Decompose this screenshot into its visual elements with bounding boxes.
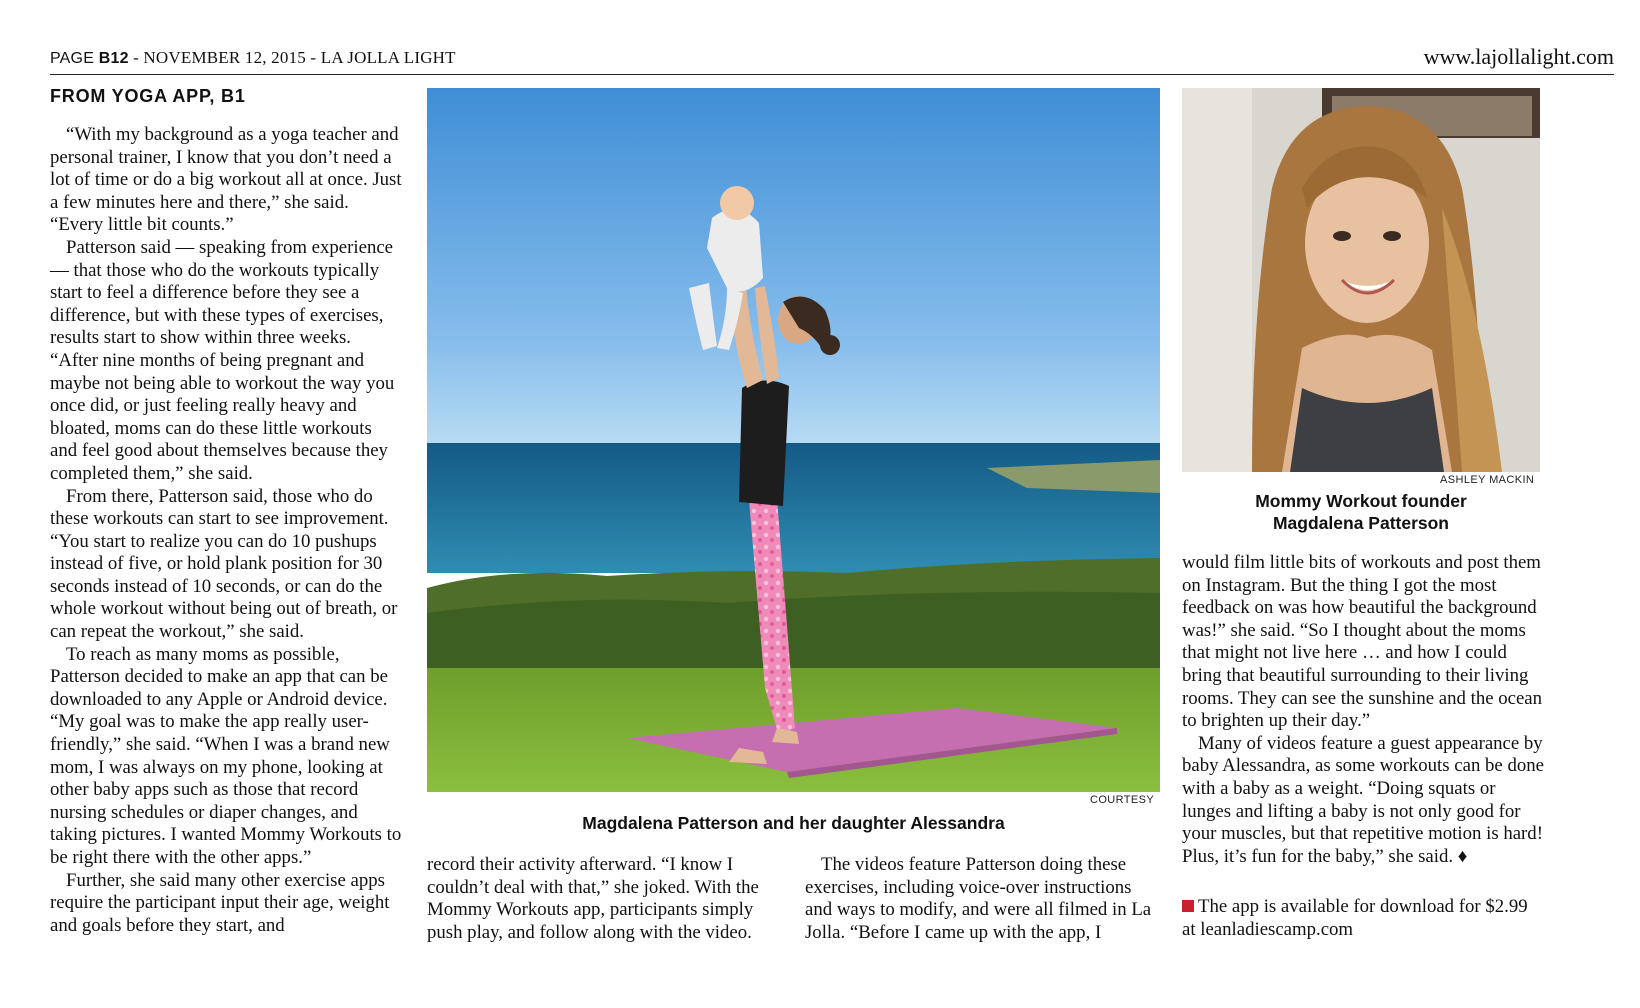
paragraph (1182, 733, 1544, 869)
article-column-3 (805, 854, 1160, 944)
paragraph: From there, Patterson said, those who do these workouts can start to see improvement. “You start to realize you can do 10 pushups instead of five, or hold plank position for 30 seconds instead of 10 seconds, or can do the whole workout without being out of breath, or can repeat the workout,” she said. (50, 485, 398, 643)
portrait-photo (1182, 88, 1540, 472)
portrait-credit: ASHLEY MACKIN (1440, 474, 1535, 486)
yoga-mother-baby-image (427, 88, 1160, 792)
page-header (50, 44, 1614, 75)
info-box-text: The app is available for download for $2.99 at leanladiescamp.com (1182, 896, 1528, 940)
main-photo (427, 88, 1160, 792)
photo-credit: COURTESY (1090, 794, 1155, 806)
portrait-caption-line1: Mommy Workout founder (1255, 491, 1467, 511)
paragraph: “With my background as a yoga teacher and personal trainer, I know that you don’t need a lot of time or do a big workout all at once. Just a few minutes here and there,” she said. “Every little bit counts.” (50, 124, 402, 236)
paragraph: record their activity afterward. “I know I couldn’t deal with that,” she joked. With the Mommy Workouts app, participants simply push play, and follow along with the video. (427, 854, 759, 943)
paragraph: Patterson said — speaking from experience — that those who do the workouts typically start to feel a difference before they see a difference, but with these types of exercises, results start to show within three weeks. “After nine months of being pregnant and maybe not being able to workout the way you once did, or just feeling really heavy and bloated, moms can do these little workouts and feel good about themselves because they completed them,” she said. (50, 236, 395, 484)
article-column-4 (1182, 552, 1544, 868)
folio (50, 48, 456, 68)
paragraph-text: Many of videos feature a guest appearance by baby Alessandra, as some workouts can be done with a baby as a weight. “Doing squats or lunges and lifting a baby is not only good for your muscles, but that repetitive motion is hard! Plus, it’s fun for the baby,” she said. (1182, 732, 1544, 867)
portrait-caption-line2: Magdalena Patterson (1272, 513, 1450, 533)
date-publication: - NOVEMBER 12, 2015 - LA JOLLA LIGHT (128, 48, 456, 67)
article-column-2 (427, 854, 792, 944)
portrait-caption (1182, 490, 1540, 534)
page-number: B12 (98, 50, 129, 67)
website-url[interactable]: www.lajollalight.com (1423, 44, 1614, 69)
jump-headline: FROM YOGA APP, B1 (50, 86, 246, 106)
square-bullet-icon (1182, 900, 1194, 912)
info-text (1182, 896, 1542, 941)
photo-caption: Magdalena Patterson and her daughter Alessandra (582, 813, 1005, 833)
paragraph: To reach as many moms as possible, Patterson decided to make an app that can be downloaded to any Apple or Android device. “My goal was to make the app really user-friendly,” she said. “When I was a brand new mom, I was always on my phone, looking at other baby apps such as those that record nursing schedules or diaper changes, and taking pictures. I wanted Mommy Workouts to be right there with the other apps.” (50, 643, 402, 868)
founder-portrait-image (1182, 88, 1540, 472)
paragraph: would film little bits of workouts and post them on Instagram. But the thing I got the most feedback on was how beautiful the background was!” she said. “So I thought about the moms that might not live here … and how I could bring that beautiful surrounding to their living rooms. They can see the sunshine and the ocean to brighten up their day.” (1182, 552, 1543, 732)
page-prefix: PAGE (50, 50, 99, 67)
article-column-1 (50, 124, 402, 937)
paragraph: The videos feature Patterson doing these exercises, including voice-over instructions and ways to modify, and were all filmed in La Jolla. “Before I came up with the app, I (805, 854, 1152, 943)
info-box (1182, 896, 1542, 941)
end-mark-icon: ♦ (1457, 845, 1468, 867)
page-label (50, 50, 129, 67)
paragraph: Further, she said many other exercise apps require the participant input their age, weight and goals before they start, and (50, 869, 390, 936)
